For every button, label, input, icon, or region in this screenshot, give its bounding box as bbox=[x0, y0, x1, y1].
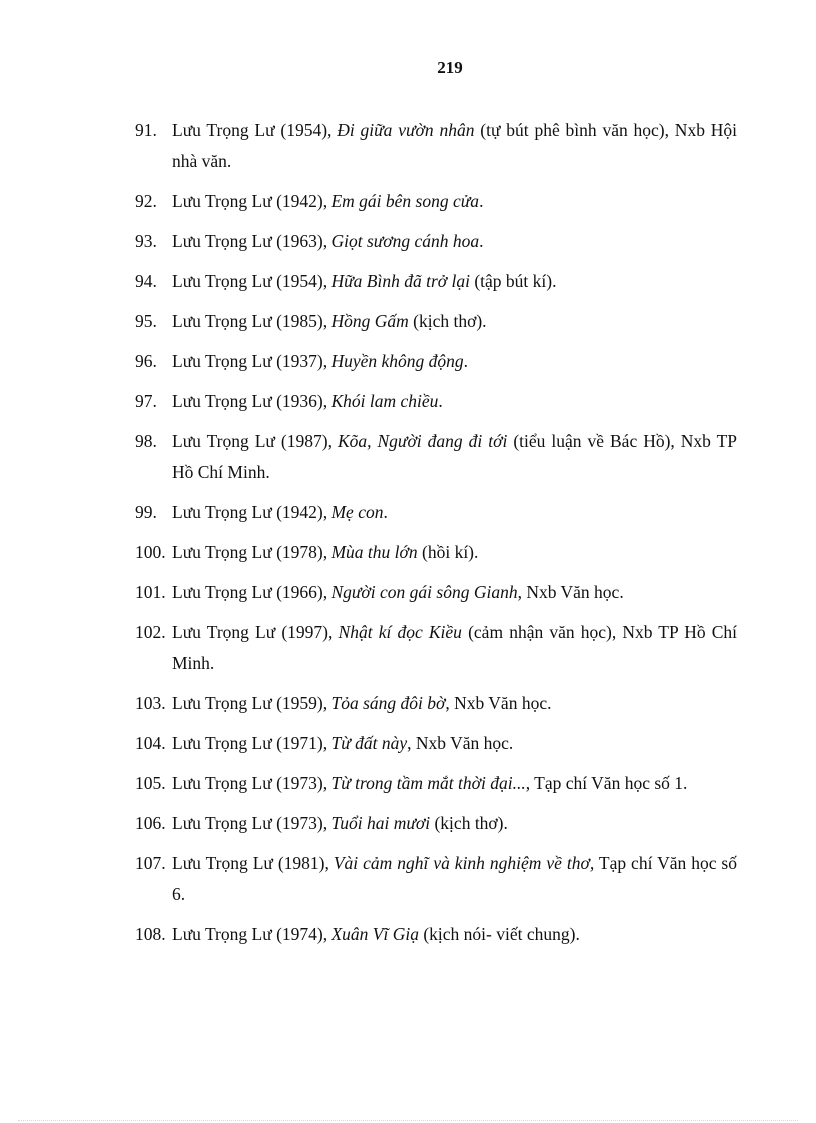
reference-author: Lưu Trọng Lư bbox=[172, 622, 276, 642]
reference-title: Giọt sương cánh hoa bbox=[331, 231, 480, 251]
reference-title: Tỏa sáng đôi bờ bbox=[331, 693, 446, 713]
reference-item bbox=[135, 688, 737, 719]
reference-details: , Tạp chí Văn học số 1. bbox=[525, 773, 688, 793]
reference-year: (1936), bbox=[276, 391, 328, 411]
reference-details: . bbox=[479, 191, 484, 211]
reference-details: (tự bút phê bình văn học), Nxb Hội nhà văn. bbox=[172, 120, 738, 171]
reference-author: Lưu Trọng Lư bbox=[172, 191, 272, 211]
reference-title: Huyền không động bbox=[331, 351, 464, 371]
reference-title: Hồng Gấm bbox=[331, 311, 409, 331]
reference-year: (1963), bbox=[276, 231, 328, 251]
reference-details: , Nxb Văn học. bbox=[407, 733, 514, 753]
reference-number: 95. bbox=[135, 311, 157, 331]
reference-item bbox=[135, 537, 737, 568]
reference-details: (kịch thơ). bbox=[434, 813, 508, 833]
reference-title: Từ trong tầm mắt thời đại... bbox=[331, 773, 526, 793]
reference-year: (1973), bbox=[276, 773, 328, 793]
reference-number: 92. bbox=[135, 191, 157, 211]
reference-author: Lưu Trọng Lư bbox=[172, 391, 272, 411]
reference-title: Hữa Bình đã trở lại bbox=[331, 271, 470, 291]
reference-year: (1987), bbox=[280, 431, 332, 451]
reference-title: Người con gái sông Gianh bbox=[331, 582, 518, 602]
reference-item bbox=[135, 306, 737, 337]
reference-number: 107. bbox=[135, 853, 166, 873]
reference-year: (1942), bbox=[276, 191, 328, 211]
reference-item bbox=[135, 848, 737, 910]
reference-number: 102. bbox=[135, 622, 166, 642]
reference-item bbox=[135, 266, 737, 297]
reference-author: Lưu Trọng Lư bbox=[172, 733, 272, 753]
reference-author: Lưu Trọng Lư bbox=[172, 582, 272, 602]
reference-author: Lưu Trọng Lư bbox=[172, 542, 272, 562]
reference-year: (1966), bbox=[276, 582, 328, 602]
reference-list bbox=[135, 115, 737, 959]
reference-title: Tuổi hai mươi bbox=[331, 813, 431, 833]
reference-item bbox=[135, 497, 737, 528]
reference-item bbox=[135, 768, 737, 799]
page-number: 219 bbox=[437, 58, 463, 77]
reference-author: Lưu Trọng Lư bbox=[172, 813, 272, 833]
reference-author: Lưu Trọng Lư bbox=[172, 853, 273, 873]
reference-title: Mùa thu lớn bbox=[331, 542, 418, 562]
reference-author: Lưu Trọng Lư bbox=[172, 502, 272, 522]
reference-item bbox=[135, 186, 737, 217]
reference-details: Tạp chí Văn học số 6. bbox=[172, 853, 737, 904]
reference-year: (1954), bbox=[276, 271, 328, 291]
reference-details: , Nxb Văn học. bbox=[445, 693, 552, 713]
reference-item bbox=[135, 386, 737, 417]
reference-details: . bbox=[479, 231, 484, 251]
reference-author: Lưu Trọng Lư bbox=[172, 351, 272, 371]
reference-details: (tập bút kí). bbox=[474, 271, 557, 291]
reference-item bbox=[135, 577, 737, 608]
reference-year: (1978), bbox=[276, 542, 328, 562]
reference-year: (1937), bbox=[276, 351, 328, 371]
reference-author: Lưu Trọng Lư bbox=[172, 271, 272, 291]
reference-item bbox=[135, 115, 737, 177]
reference-title: Mẹ con bbox=[331, 502, 384, 522]
reference-number: 104. bbox=[135, 733, 166, 753]
reference-number: 96. bbox=[135, 351, 157, 371]
reference-number: 97. bbox=[135, 391, 157, 411]
reference-year: (1997), bbox=[281, 622, 333, 642]
reference-author: Lưu Trọng Lư bbox=[172, 120, 275, 140]
reference-author: Lưu Trọng Lư bbox=[172, 773, 272, 793]
reference-author: Lưu Trọng Lư bbox=[172, 231, 272, 251]
reference-title: Kõa, Người đang đi tới bbox=[337, 431, 508, 451]
reference-item bbox=[135, 919, 737, 950]
reference-number: 100. bbox=[135, 542, 166, 562]
reference-item bbox=[135, 346, 737, 377]
reference-year: (1985), bbox=[276, 311, 328, 331]
reference-details: (kịch nói- viết chung). bbox=[423, 924, 580, 944]
reference-details: . bbox=[383, 502, 388, 522]
reference-item bbox=[135, 226, 737, 257]
reference-title: Em gái bên song cửa bbox=[331, 191, 480, 211]
reference-details: . bbox=[463, 351, 469, 371]
page-bottom-divider bbox=[18, 1120, 798, 1121]
reference-year: (1971), bbox=[276, 733, 328, 753]
reference-details: (hồi kí). bbox=[422, 542, 479, 562]
reference-number: 108. bbox=[135, 924, 166, 944]
reference-details: . bbox=[438, 391, 443, 411]
reference-year: (1942), bbox=[276, 502, 328, 522]
reference-title: Từ đất này bbox=[331, 733, 408, 753]
reference-number: 91. bbox=[135, 120, 157, 140]
reference-details: (kịch thơ). bbox=[413, 311, 487, 331]
reference-item bbox=[135, 808, 737, 839]
reference-number: 106. bbox=[135, 813, 166, 833]
reference-author: Lưu Trọng Lư bbox=[172, 431, 275, 451]
reference-number: 105. bbox=[135, 773, 166, 793]
reference-author: Lưu Trọng Lư bbox=[172, 924, 272, 944]
reference-title: Đi giữa vườn nhân bbox=[337, 120, 475, 140]
reference-author: Lưu Trọng Lư bbox=[172, 311, 272, 331]
reference-number: 99. bbox=[135, 502, 157, 522]
reference-title: Xuân Vĩ Giạ bbox=[331, 924, 419, 944]
reference-number: 101. bbox=[135, 582, 166, 602]
reference-number: 94. bbox=[135, 271, 157, 291]
reference-details: (cảm nhận văn học), Nxb TP Hồ Chí Minh. bbox=[172, 622, 738, 673]
reference-author: Lưu Trọng Lư bbox=[172, 693, 272, 713]
reference-title: Khói lam chiều bbox=[331, 391, 439, 411]
reference-year: (1974), bbox=[276, 924, 328, 944]
reference-item bbox=[135, 617, 737, 679]
reference-item bbox=[135, 728, 737, 759]
reference-details: (tiểu luận về Bác Hồ), Nxb TP Hồ Chí Minh. bbox=[172, 431, 738, 482]
reference-title: Nhật kí đọc Kiều bbox=[338, 622, 462, 642]
reference-number: 103. bbox=[135, 693, 166, 713]
reference-title: Vài cảm nghĩ và kinh nghiệm về thơ, bbox=[333, 853, 595, 873]
reference-year: (1954), bbox=[280, 120, 332, 140]
reference-item bbox=[135, 426, 737, 488]
reference-details: , Nxb Văn học. bbox=[517, 582, 624, 602]
reference-number: 93. bbox=[135, 231, 157, 251]
reference-year: (1959), bbox=[276, 693, 328, 713]
reference-number: 98. bbox=[135, 431, 157, 451]
reference-year: (1973), bbox=[276, 813, 328, 833]
reference-year: (1981), bbox=[277, 853, 329, 873]
